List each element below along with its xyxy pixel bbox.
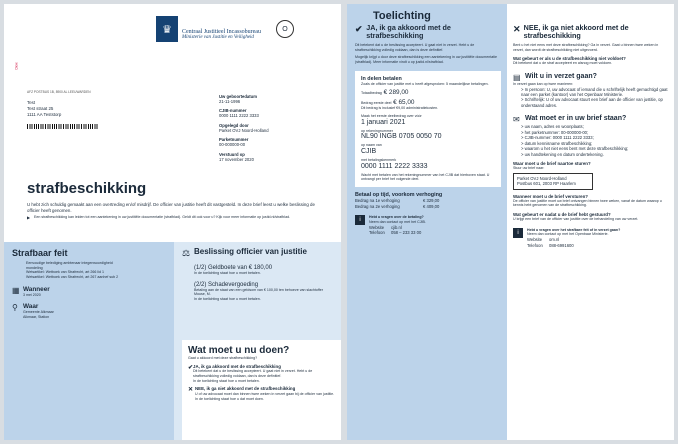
toelichting-left: Toelichting ✔ JA, ik ga akkoord met de strafbeschikking Dit betekent dat u de beslissing accepteert. U gaat niet in verzet. Hebt u de strafbeschikking volledig voldaan, dan is deze definitief. Mogelijk krijgt u door deze strafbeschikking een aantekening in uw justitiële documentatie (strafblad). Meer informatie vindt u op justid.nl/strafblad. In delen betalen Zoals de officier van justitie met u heeft afgesproken: 5 maandelijkse betalingen. Totaalbedrag € 289,00 Bedrag eerste deel € 65,00 Dit bedrag is inclusief €9,00 administratiekosten. Maak het eerste deelbedrag over vóór 1 januari 2021 op rekeningnummer NL90 INGB 0705 0050 70 op naam van CJIB met betalingskenmerk 0000 1111 2222 3333 Wacht met betalen van het rekeningnummer van het CJIB dat hierboven staat. U ontvangt per brief het volgende deel. Betaal op tijd, voorkom verhoging Bedrag na 1e verhoging € 329,00 Bedrag na 2e verhoging € 409,00 i Hebt u vragen over de betaling? Neem dan contact op met het CJIB. Website cjib.nl Telefoon 058 – 233 33 00 bbox=[355, 10, 501, 236]
checkmark-icon: ✔ bbox=[188, 364, 194, 371]
letter-page-2 bbox=[347, 4, 674, 440]
postal-barcode bbox=[27, 124, 99, 129]
verzet-list: > In persoon: U, uw advocaat of iemand die u schriftelijk heeft gemachtigd gaat naar een parket (kantoor) van het Openbaar Ministerie. > Schriftelijk: U of uw advocaat stuurt een brief aan de officier van justitie, op onderstaand adres. bbox=[521, 87, 669, 109]
what-now-panel: Wat moet u nu doen? Gaat u akkoord met deze strafbeschikking? ✔ JA, ik ga akkoord met de strafbeschikking Dit betekent dat u de beslissing accepteert. U gaat niet in verzet. Hebt u de strafbeschikking volledig voldaan, dan is deze definitief. In de toelichting staat hoe u moet betalen. ✕ NEE, ik ga niet akkoord met de strafbeschikking U of uw advocaat moet dan binnen twee weken in verzet gaan bij de officier van justitie. In de toelichting staat hoe u dat moet doen. bbox=[182, 340, 341, 440]
payment-reference: 0000 1111 2222 3333 bbox=[361, 162, 428, 170]
first-amount: € 65,00 bbox=[393, 99, 415, 107]
verzet-help: i Hebt u vragen over het strafbare feit of in verzet gaan? Neem dan contact op met het Openbaar Ministerie. Website om.nl Telefoon 088-6991600 bbox=[513, 228, 669, 249]
what-now-title: Wat moet u nu doen? bbox=[188, 345, 290, 356]
page-title: strafbeschikking bbox=[27, 180, 147, 197]
beslissing-title: Beslissing officier van justitie bbox=[194, 247, 307, 256]
logo-ministry: Ministerie van Justitie en Veiligheid bbox=[182, 35, 254, 40]
verzet-block: ▤ Wilt u in verzet gaan? bbox=[513, 72, 597, 82]
payment-box: In delen betalen Zoals de officier van justitie met u heeft afgesproken: 5 maandelijkse betalingen. Totaalbedrag € 289,00 Bedrag eerste deel € 65,00 Dit bedrag is inclusief €9,00 administratiekosten. Maak het eerste deelbedrag over vóór 1 januari 2021 op rekeningnummer NL90 INGB 0705 0050 70 op naam van CJIB met betalingskenmerk 0000 1111 2222 3333 Wacht met betalen van het rekeningnummer van het CJIB dat hierboven staat. U ontvangt per brief het volgende deel. bbox=[355, 71, 501, 187]
return-address: AFZ POSTBUS 1B, 8900 AL LEEUWARDEN bbox=[27, 90, 91, 94]
cross-icon: ✕ bbox=[513, 24, 521, 34]
info-icon: i bbox=[355, 215, 365, 225]
letter-page-1 bbox=[4, 4, 341, 440]
iban: NL90 INGB 0705 0050 70 bbox=[361, 133, 442, 141]
calendar-icon: ▦ bbox=[12, 285, 20, 295]
document-icon: ▤ bbox=[513, 72, 521, 82]
send-address-box: Parket OVJ Noord-Holland Postbus 601, 2003 RP Haarlem bbox=[513, 173, 593, 190]
strafblad-note: ▶ Een strafbeschikking kan leiden tot een aantekening in uw justitiële documentatie (strafblad). Geldt dit ook voor u? Kijk voor meer informatie op justid.nl/strafblad. bbox=[27, 215, 291, 220]
payee-name: CJIB bbox=[361, 147, 377, 155]
side-code: Dxxx bbox=[14, 62, 19, 70]
brief-list: > uw naam, adres en woonplaats; > het parketnummer: 00-000000-00; > CJIB-nummer: 0000 1111 2222 3333; > datum kennisname strafbeschikking; > waarom u het niet eens bent met deze strafbeschikking; > uw handtekening en datum ondertekening. bbox=[521, 124, 669, 157]
brief-block: ✉ Wat moet er in uw brief staan? bbox=[513, 115, 627, 125]
option-yes: ✔ JA, ik ga akkoord met de strafbeschikking Dit betekent dat u de beslissing accepteert. U gaat niet in verzet. Hebt u de strafbeschikking volledig voldaan, dan is deze definitief. In de toelichting staat hoe u moet betalen. bbox=[188, 363, 313, 383]
where-row: ⚲ Waar Gemeente Alkmaar Alkmaar, Station bbox=[12, 303, 54, 320]
no-header: ✕ NEE, ik ga niet akkoord met de strafbeschikking bbox=[513, 23, 629, 40]
crest-icon: ♛ bbox=[156, 16, 178, 42]
logo-org: Centraal Justitieel Incassobureau bbox=[182, 29, 261, 35]
envelope-icon: ✉ bbox=[513, 115, 520, 125]
gavel-icon: ⚖ bbox=[182, 248, 191, 258]
payment-help: i Hebt u vragen over de betaling? Neem dan contact op met het CJIB. Website cjib.nl Telefoon 058 – 233 33 00 bbox=[355, 215, 501, 236]
recipient-address: Test Test straat 25 1111 AA Teststorp bbox=[27, 100, 62, 117]
page-marker: O bbox=[276, 20, 294, 38]
letter-meta: Uw geboortedatum 21-11-1996 CJIB-nummer 0000 1111 2222 3333 Opgelegd door Parket OVJ Noord-Holland Parketnummer 00-000000-00 Verstuurd op 17 november 2020 bbox=[219, 94, 269, 162]
strafbaar-feit-panel: Strafbaar feit Eenvoudige belediging ambtenaar integenwoordigheid mondeling Wetsartikel: Wetboek van Strafrecht, art 266 lid 1 Wetsartikel: Wetboek van Strafrecht, art 267 aanhef sub 2 ▦ Wanneer 3 mei 2020 ⚲ Waar Gemeente Alkmaar Alkmaar, Station bbox=[4, 242, 174, 440]
due-date: 1 januari 2021 bbox=[361, 118, 406, 126]
intro-text: U hebt zich schuldig gemaakt aan een overtreding en/of misdrijf. De officier van justitie heeft dit vastgesteld. In deze brief leest u welke beslissing de officier heeft genomen. bbox=[27, 202, 315, 213]
info-icon: ▶ bbox=[27, 215, 31, 220]
when-row: ▦ Wanneer 3 mei 2020 bbox=[12, 285, 50, 297]
option-no: ✕ NEE, ik ga niet akkoord met de strafbeschikking U of uw advocaat moet dan binnen twee weken in verzet gaan bij de officier van justitie. In de toelichting staat hoe u dat moet doen. bbox=[188, 386, 335, 401]
cjib-logo bbox=[156, 16, 261, 42]
feit-title: Strafbaar feit bbox=[12, 248, 68, 258]
cross-icon: ✕ bbox=[188, 387, 194, 394]
beslissing-panel: ⚖ Beslissing officier van justitie (1/2) Geldboete van € 180,00 In de toelichting staat hoe u moet betalen. (2/2) Schadevergoeding Betaling aan de staat van een geldsom van € 100,00 ten behoeve van slachtoffer Mouse, M. In de toelichting staat hoe u moet betalen. bbox=[182, 247, 324, 302]
location-pin-icon: ⚲ bbox=[12, 303, 18, 313]
om-website-link[interactable]: om.nl bbox=[549, 237, 560, 242]
info-icon: i bbox=[513, 228, 523, 238]
toelichting-title: Toelichting bbox=[373, 10, 431, 22]
checkmark-icon: ✔ bbox=[355, 24, 363, 34]
total-amount: € 289,00 bbox=[383, 89, 409, 97]
yes-header: ✔ JA, ik ga akkoord met de strafbeschikking bbox=[355, 23, 451, 40]
ontime-section: Betaal op tijd, voorkom verhoging Bedrag na 1e verhoging € 329,00 Bedrag na 2e verhoging € 409,00 bbox=[355, 191, 443, 209]
cjib-website-link[interactable]: cjib.nl bbox=[391, 224, 402, 230]
toelichting-right: ✕ NEE, ik ga niet akkoord met de strafbeschikking Bent u het niet eens met deze strafbeschikking? Ga in verzet. Gaat u binnen twee weken in verzet, dan wordt de strafbeschikking niet uitgevoerd. Wat gebeurt er als u de strafbeschikking niet voldoet? Dit betekent dat u de straf accepteert en alsnog moet voldoen. ▤ Wilt u in verzet gaan? In verzet gaan kan op twee manieren: > In persoon: U, uw advocaat of iemand die u schriftelijk heeft gemachtigd gaat naar een parket (kantoor) van het Openbaar Ministerie. > Schriftelijk: U of uw advocaat stuurt een brief aan de officier van justitie, op onderstaand adres. ✉ Wat moet er in uw brief staan? > uw naam, adres en woonplaats; > het parketnummer: 00-000000-00; > CJIB-nummer: 0000 1111 2222 3333; > datum kennisname strafbeschikking; > waarom u het niet eens bent met deze strafbeschikking; > uw handtekening en datum ondertekening. Waar moet u de brief naartoe sturen? Stuur uw brief naar: Parket OVJ Noord-Holland Postbus 601, 2003 RP Haarlem Wanneer moet u de brief versturen? De officier van justitie moet uw brief ontvangen binnen twee weken, vanaf de datum waarop u kennis hebt genomen van de strafbeschikking. Wat gebeurt er nadat u de brief hebt gestuurd? U krijgt een brief van de officier van justitie over de behandeling van uw verzet. i Hebt u vragen over het strafbare feit of in verzet gaan? Neem dan contact op met het Openbaar Ministerie. Website om.nl Telefoon 088-6991600 bbox=[513, 24, 669, 248]
